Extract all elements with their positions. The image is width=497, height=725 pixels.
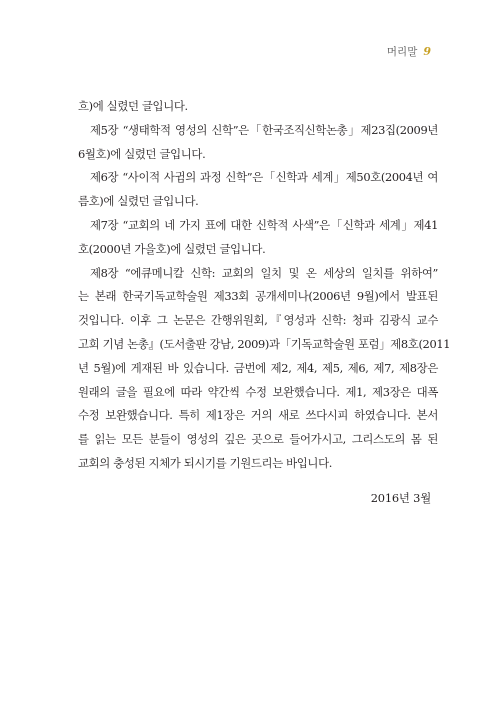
running-header [387, 44, 431, 59]
section-title: 머리말 [386, 46, 418, 58]
text-line: 를 읽는 모든 분들이 영성의 깊은 곳으로 들어가시고, 그리스도의 몸 된 [78, 432, 438, 447]
text-line: 흐)에 실렸던 글입니다. [78, 99, 188, 113]
text-line: 는 본래 한국기독교학술원 제33회 공개세미나(2006년 9월)에서 발표된 [78, 289, 438, 304]
text-line: 교회의 충성된 지체가 되시기를 기원드리는 바입니다. [78, 455, 332, 470]
text-line: 년 5월)에 게재된 바 있습니다. 금번에 제2, 제4, 제5, 제6, 제7, 제8장은 [78, 360, 438, 375]
text-line: 제5장 “생태학적 영성의 신학”은「한국조직신학논총」제23집(2009년 [90, 122, 438, 137]
text-line: 원래의 글을 필요에 따라 약간씩 수정 보완했습니다. 제1, 제3장은 대폭 [78, 384, 438, 399]
closing-date: 2016년 3월 [370, 491, 431, 505]
text-line: 름호)에 실렸던 글입니다. [78, 194, 199, 209]
text-line: 수정 보완했습니다. 특히 제1장은 거의 새로 쓰다시피 하였습니다. 본서 [78, 408, 438, 423]
text-line: 6월호)에 실렸던 글입니다. [78, 146, 206, 161]
text-line: 제8장 “에큐메니칼 신학: 교회의 일치 및 온 세상의 일치를 위하여” [90, 265, 438, 280]
text-line: 것입니다. 이후 그 논문은 간행위원회,『영성과 신학: 청파 김광식 교수 [78, 313, 438, 328]
text-line: 호(2000년 가을호)에 실렸던 글입니다. [78, 241, 266, 256]
text-line: 고희 기념 논총』(도서출판 강남, 2009)과「기독교학술원 포럼」제8호(2011 [78, 336, 451, 351]
body-text [78, 95, 451, 476]
text-line: 제6장 “사이적 사귐의 과정 신학”은「신학과 세계」제50호(2004년 여 [90, 170, 438, 185]
text-line: 제7장 “교회의 네 가지 표에 대한 신학적 사색”은「신학과 세계」제41 [90, 217, 438, 232]
page-number: 9 [423, 45, 431, 58]
